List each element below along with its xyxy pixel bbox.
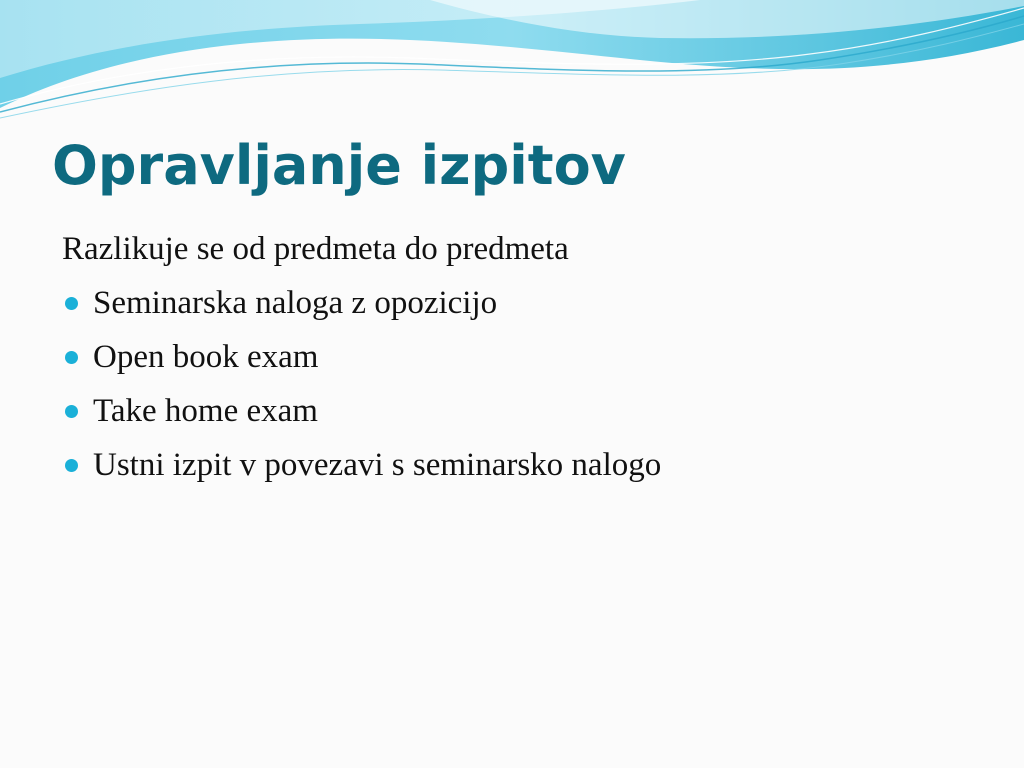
bullet-dot-icon — [65, 351, 78, 364]
bullet-dot-icon — [65, 459, 78, 472]
bullet-item — [62, 384, 1002, 438]
bullet-text: Open book exam — [93, 339, 319, 375]
header-wave-decoration — [0, 0, 1024, 130]
slide-body — [62, 222, 1002, 492]
bullet-text: Take home exam — [93, 393, 318, 429]
bullet-dot-icon — [65, 405, 78, 418]
intro-text: Razlikuje se od predmeta do predmeta — [62, 231, 569, 267]
bullet-item — [62, 276, 1002, 330]
bullet-item — [62, 330, 1002, 384]
bullet-text: Seminarska naloga z opozicijo — [93, 285, 498, 321]
bullet-item — [62, 438, 1002, 492]
slide-title: Opravljanje izpitov — [52, 134, 626, 197]
bullet-list — [62, 276, 1002, 492]
bullet-text: Ustni izpit v povezavi s seminarsko nalogo — [93, 447, 662, 483]
bullet-dot-icon — [65, 297, 78, 310]
